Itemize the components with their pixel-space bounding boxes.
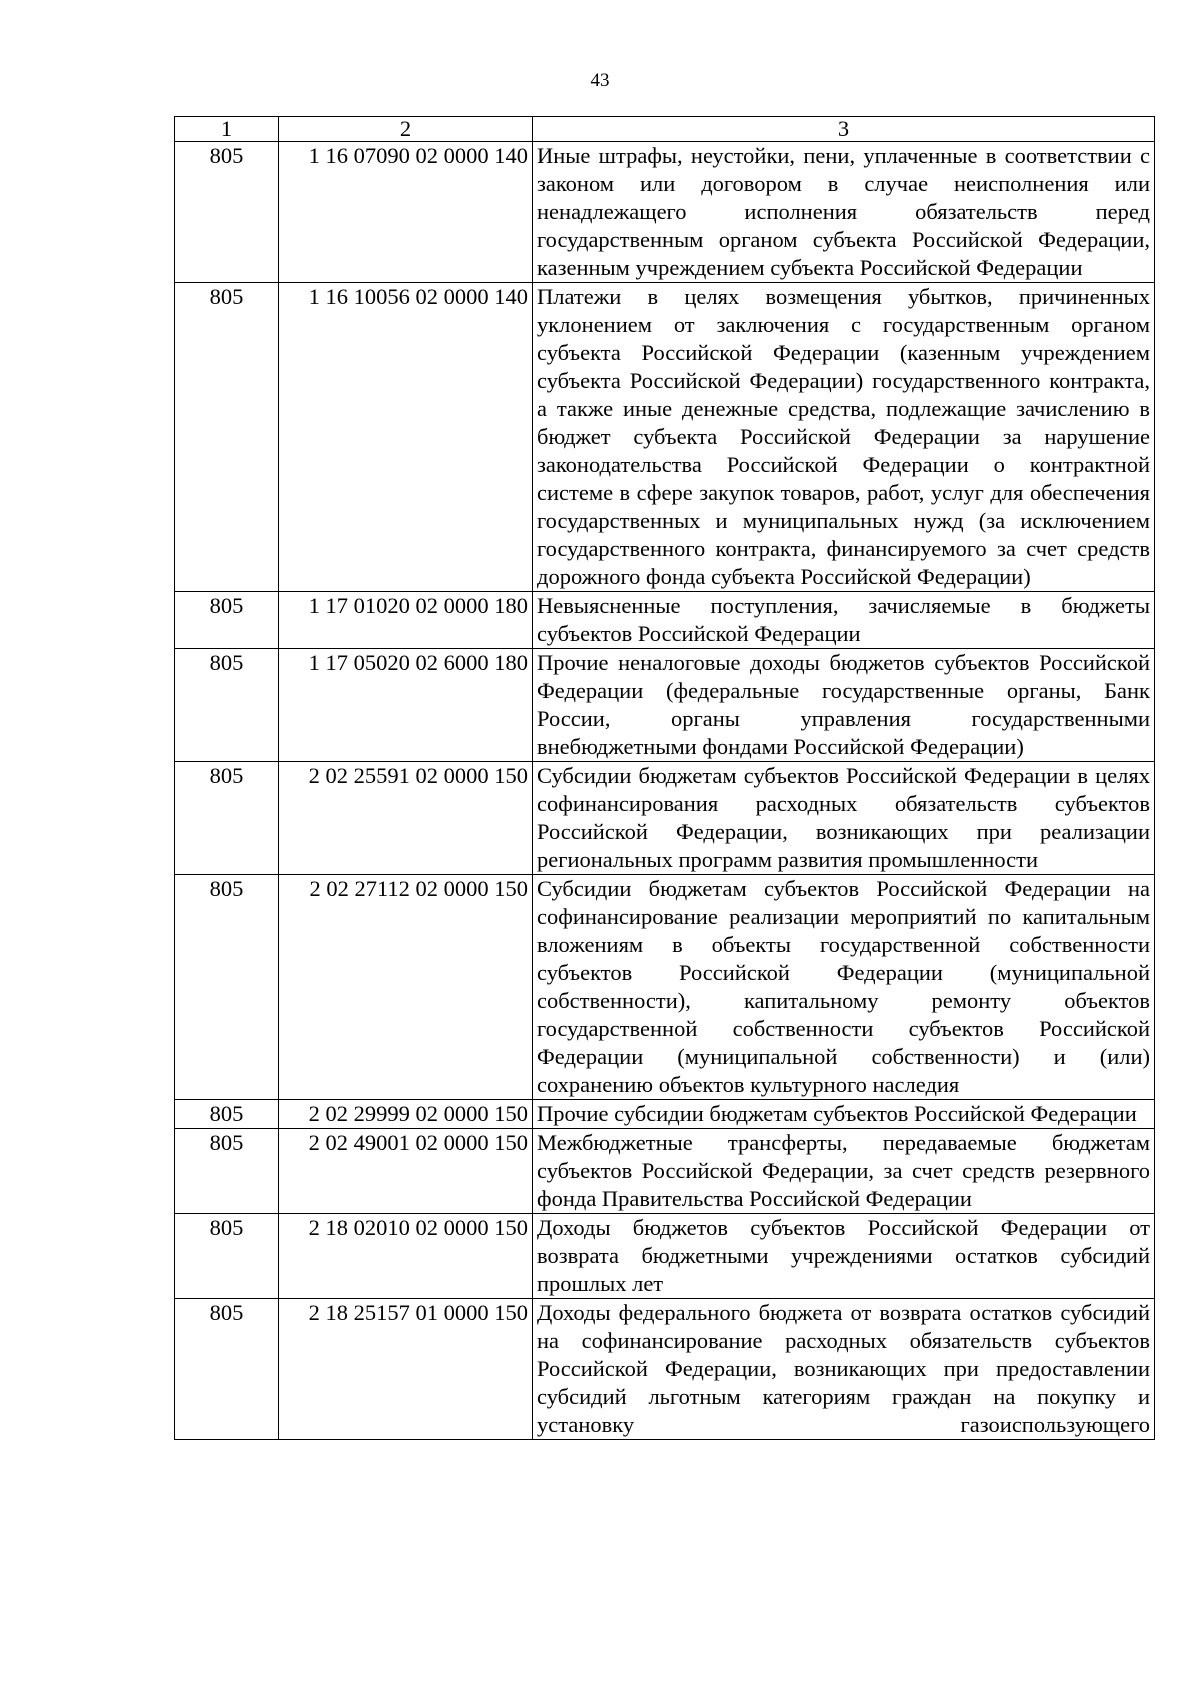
table-row xyxy=(175,142,1155,283)
column-header-3: 3 xyxy=(533,117,1155,142)
description-cell xyxy=(533,1299,1155,1440)
admin-code-cell: 805 xyxy=(175,1100,279,1129)
table-row xyxy=(175,875,1155,1100)
admin-code-cell: 805 xyxy=(175,1129,279,1214)
column-header-1: 1 xyxy=(175,117,279,142)
table-row xyxy=(175,1129,1155,1214)
admin-code-cell: 805 xyxy=(175,649,279,762)
description-cell: Доходы бюджетов субъектов Российской Федерации от возврата бюджетными учреждениями остатков субсидий прошлых лет xyxy=(533,1214,1155,1299)
description-cell: Иные штрафы, неустойки, пени, уплаченные в соответствии с законом или договором в случае неисполнения или ненадлежащего исполнения обязательств перед государственным органом субъекта Российской Федерации, казенным учреждением субъекта Российской Федерации xyxy=(533,142,1155,283)
admin-code-cell: 805 xyxy=(175,142,279,283)
table-row xyxy=(175,649,1155,762)
table-row xyxy=(175,283,1155,592)
description-cell: Межбюджетные трансферты, передаваемые бюджетам субъектов Российской Федерации, за счет средств резервного фонда Правительства Российской Федерации xyxy=(533,1129,1155,1214)
budget-code-cell: 1 17 01020 02 0000 180 xyxy=(279,592,533,649)
admin-code-cell: 805 xyxy=(175,592,279,649)
budget-code-cell: 1 17 05020 02 6000 180 xyxy=(279,649,533,762)
description-cell: Субсидии бюджетам субъектов Российской Федерации на софинансирование реализации мероприятий по капитальным вложениям в объекты государственной собственности субъектов Российской Федерации (муниципальной собственности), капитальному ремонту объектов государственной собственности субъектов Российской Федерации (муниципальной собственности) и (или) сохранению объектов культурного наследия xyxy=(533,875,1155,1100)
budget-code-cell: 2 18 25157 01 0000 150 xyxy=(279,1299,533,1440)
table-row xyxy=(175,1214,1155,1299)
budget-code-cell: 2 02 25591 02 0000 150 xyxy=(279,762,533,875)
budget-code-cell: 1 16 10056 02 0000 140 xyxy=(279,283,533,592)
table-header-row xyxy=(175,117,1155,142)
admin-code-cell: 805 xyxy=(175,1214,279,1299)
budget-code-cell: 2 18 02010 02 0000 150 xyxy=(279,1214,533,1299)
description-cell: Субсидии бюджетам субъектов Российской Федерации в целях софинансирования расходных обязательств субъектов Российской Федерации, возникающих при реализации региональных программ развития промышленности xyxy=(533,762,1155,875)
budget-code-cell: 2 02 29999 02 0000 150 xyxy=(279,1100,533,1129)
admin-code-cell: 805 xyxy=(175,762,279,875)
description-cell: Платежи в целях возмещения убытков, причиненных уклонением от заключения с государственным органом субъекта Российской Федерации (казенным учреждением субъекта Российской Федерации) государственного контракта, а также иные денежные средства, подлежащие зачислению в бюджет субъекта Российской Федерации за нарушение законодательства Российской Федерации о контрактной системе в сфере закупок товаров, работ, услуг для обеспечения государственных и муниципальных нужд (за исключением государственного контракта, финансируемого за счет средств дорожного фонда субъекта Российской Федерации) xyxy=(533,283,1155,592)
table-row xyxy=(175,1299,1155,1440)
page-number: 43 xyxy=(590,70,610,91)
budget-code-cell: 1 16 07090 02 0000 140 xyxy=(279,142,533,283)
table-row xyxy=(175,762,1155,875)
description-cell: Прочие неналоговые доходы бюджетов субъектов Российской Федерации (федеральные государственные органы, Банк России, органы управления государственными внебюджетными фондами Российской Федерации) xyxy=(533,649,1155,762)
admin-code-cell: 805 xyxy=(175,1299,279,1440)
description-cell: Невыясненные поступления, зачисляемые в бюджеты субъектов Российской Федерации xyxy=(533,592,1155,649)
budget-code-cell: 2 02 27112 02 0000 150 xyxy=(279,875,533,1100)
revenue-codes-table xyxy=(174,116,1155,1440)
admin-code-cell: 805 xyxy=(175,283,279,592)
table-row xyxy=(175,1100,1155,1129)
budget-code-cell: 2 02 49001 02 0000 150 xyxy=(279,1129,533,1214)
description-text: Доходы федерального бюджета от возврата остатков субсидий на софинансирование расходных обязательств субъектов Российской Федерации, возникающих при предоставлении субсидий льготным категориям граждан на покупку и установку газоиспользующего xyxy=(537,1300,1150,1437)
column-header-2: 2 xyxy=(279,117,533,142)
description-cell: Прочие субсидии бюджетам субъектов Российской Федерации xyxy=(533,1100,1155,1129)
admin-code-cell: 805 xyxy=(175,875,279,1100)
table-row xyxy=(175,592,1155,649)
